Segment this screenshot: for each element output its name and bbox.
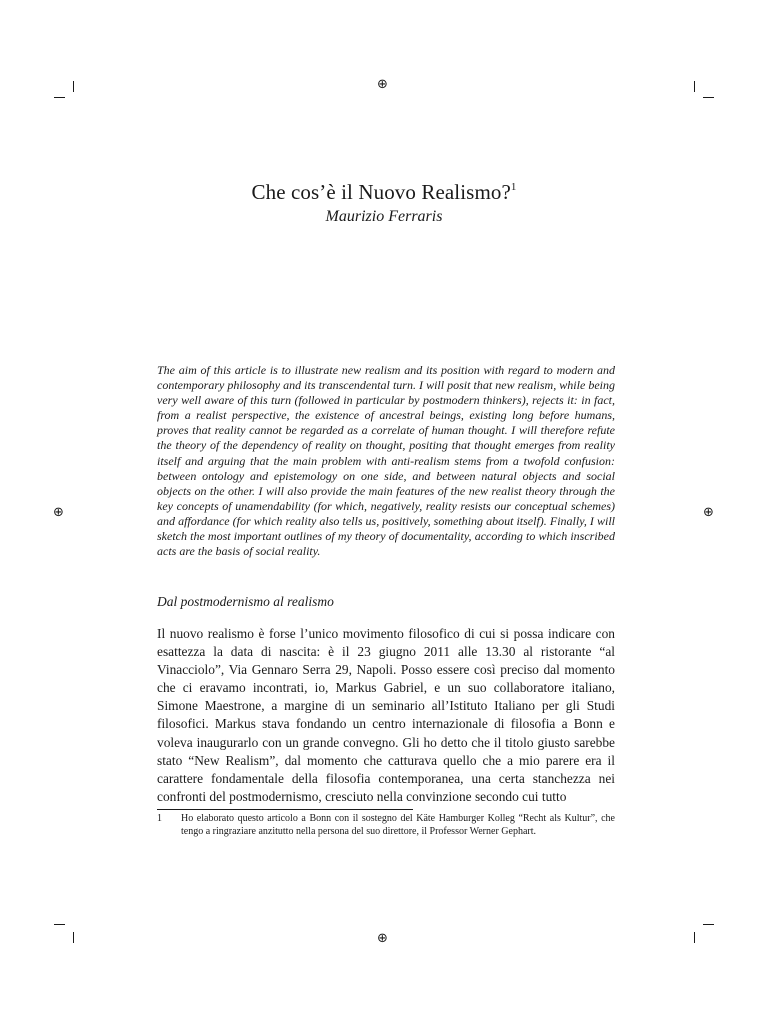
crop-mark-top-right-h (703, 97, 714, 98)
crop-mark-bottom-left-h (54, 924, 65, 925)
footnote-separator (157, 809, 413, 810)
crop-mark-top-left-h (54, 97, 65, 98)
registration-mark-icon-bottom: ⊕ (377, 931, 388, 946)
article-title-text: Che cos’è il Nuovo Realismo? (251, 180, 511, 204)
registration-mark-icon-left: ⊕ (53, 505, 64, 520)
title-footnote-ref[interactable]: 1 (510, 181, 517, 193)
crop-mark-top-left-v (73, 81, 74, 92)
section-heading: Dal postmodernismo al realismo (157, 594, 334, 609)
body-paragraph: Il nuovo realismo è forse l’unico movimento filosofico di cui si possa indicare con esattezza la data di nascita: è il 23 giugno 2011 alle 13.30 al ristorante “al Vinacciolo”, Via Gennaro Serra 29, Napoli. Posso essere così preciso dal momento che ci eravamo incontrati, io, Markus Gabriel, e un suo collaboratore italiano, Simone Maestrone, a margine di un seminario all’Istituto Italiano per gli Studi filosofici. Markus stava fondando un centro internazionale di filosofia a Bonn e voleva inaugurarlo con un grande convegno. Gli ho detto che il titolo giusto sarebbe stato “New Realism”, dal momento che catturava quello che a mio parere era il carattere fondamentale della filosofia contemporanea, una certa stanchezza nei confronti del postmodernismo, cresciuto nella convinzione secondo cui tutto (157, 626, 615, 804)
footnote-text: Ho elaborato questo articolo a Bonn con il sostegno del Käte Hamburger Kolleg “Recht als Kultur”, che tengo a ringraziare anzitutto nella persona del suo direttore, il Professor Werner Gephart. (181, 813, 615, 838)
crop-mark-bottom-right-v (694, 932, 695, 943)
abstract: The aim of this article is to illustrate new realism and its position with regard to modern and contemporary philosophy and its transcendental turn. I will posit that new realism, while being very well aware of this turn (followed in particular by postmodern thinkers), rejects it: in fact, from a realist perspective, the existence of ancestral beings, existing long before humans, proves that reality cannot be regarded as a correlate of human thought. I will therefore refute the theory of the dependency of reality on thought, positing that thought emerges from reality itself and arguing that the main problem with anti-realism stems from a twofold confusion: between ontology and epistemology on one side, and between natural objects and social objects on the other. I will also provide the main features of the new realist theory through the key concepts of unamendability (for which, negatively, reality resists our conceptual schemes) and affordance (for which reality also tells us, positively, something about itself). Finally, I will sketch the most important outlines of my theory of documentality, according to which inscribed acts are the basis of social reality. (157, 363, 615, 559)
registration-mark-icon-right: ⊕ (703, 505, 714, 520)
crop-mark-top-right-v (694, 81, 695, 92)
crop-mark-bottom-right-h (703, 924, 714, 925)
registration-mark-icon-top: ⊕ (377, 77, 388, 92)
crop-mark-bottom-left-v (73, 932, 74, 943)
article-author: Maurizio Ferraris (325, 208, 443, 225)
article-title (0, 180, 768, 205)
footnote-number: 1 (157, 813, 162, 824)
